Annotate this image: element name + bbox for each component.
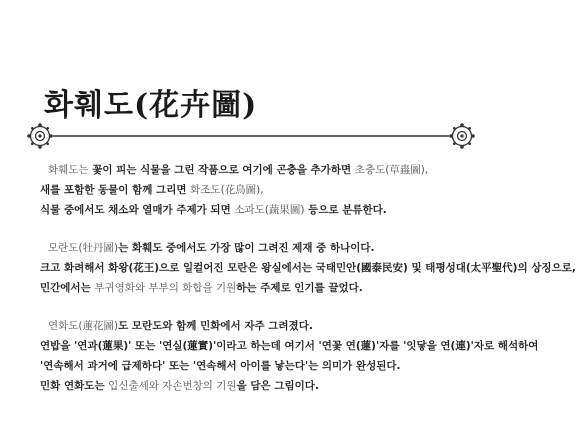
ornamental-divider bbox=[26, 122, 476, 150]
text-line bbox=[40, 238, 480, 258]
text-segment: 등으로 분류한다. bbox=[304, 204, 387, 216]
text-segment: 화훼도는 bbox=[48, 164, 89, 176]
text-line bbox=[40, 336, 539, 356]
paragraph-2 bbox=[40, 238, 576, 298]
text-segment: 새를 포함한 동물이 함께 그리면 bbox=[40, 184, 191, 196]
text-segment: 크고 화려해서 화왕(花王)으로 일컬어진 모란은 왕실에서는 국태민안(國泰民安) 및 태평성대(太平聖代)의 상징으로, bbox=[40, 262, 576, 274]
text-segment: 민화 연화도는 bbox=[40, 380, 109, 392]
left-rosette-icon bbox=[27, 123, 53, 149]
text-line bbox=[40, 200, 480, 220]
text-segment: 민간에서는 bbox=[40, 282, 95, 294]
text-line bbox=[40, 180, 480, 200]
text-segment: 을 담은 그림이다. bbox=[236, 380, 319, 392]
text-segment: 소과도(蔬果圖) bbox=[234, 204, 305, 216]
text-line bbox=[40, 316, 480, 336]
body-text bbox=[40, 160, 576, 414]
text-segment: 도 모란도와 함께 민화에서 자주 그려졌다. bbox=[118, 320, 313, 332]
text-segment: 초충도(草蟲圖), bbox=[354, 164, 429, 176]
text-line bbox=[40, 258, 576, 278]
paragraph-1 bbox=[40, 160, 480, 220]
text-segment: 화조도(花鳥圖), bbox=[190, 184, 264, 196]
text-line bbox=[40, 376, 480, 396]
text-segment: 연밥을 '연과(蓮果)' 또는 '연실(蓮實)'이라고 하는데 여기서 '연꽃 연(蓮)'자를 '잇닿을 연(連)'자로 해석하여 bbox=[40, 340, 539, 352]
text-segment: 하는 주제로 인기를 끌었다. bbox=[236, 282, 363, 294]
text-line bbox=[40, 160, 480, 180]
text-segment: '연속해서 과거에 급제하다' 또는 '연속해서 아이를 낳는다'는 의미가 완성된다. bbox=[40, 360, 401, 372]
text-line bbox=[40, 278, 480, 298]
text-segment: 식물 중에서도 채소와 열매가 주제가 되면 bbox=[40, 204, 235, 216]
page-title: 화훼도(花卉圖) bbox=[44, 88, 258, 123]
text-segment: 꽃이 피는 식물을 그린 작품으로 여기에 곤충을 추가하면 bbox=[88, 164, 355, 176]
text-line bbox=[40, 356, 480, 376]
text-segment: 연화도(蓮花圖) bbox=[48, 320, 119, 332]
text-segment: 입신출세와 자손번창의 기원 bbox=[108, 380, 237, 392]
text-segment: 부귀영화와 부부의 화합을 기원 bbox=[94, 282, 237, 294]
text-segment: 는 화훼도 중에서도 가장 많이 그려진 제재 중 하나이다. bbox=[118, 242, 375, 254]
right-rosette-icon bbox=[449, 123, 475, 149]
paragraph-3 bbox=[40, 316, 539, 396]
text-segment: 모란도(牡丹圖) bbox=[48, 242, 119, 254]
